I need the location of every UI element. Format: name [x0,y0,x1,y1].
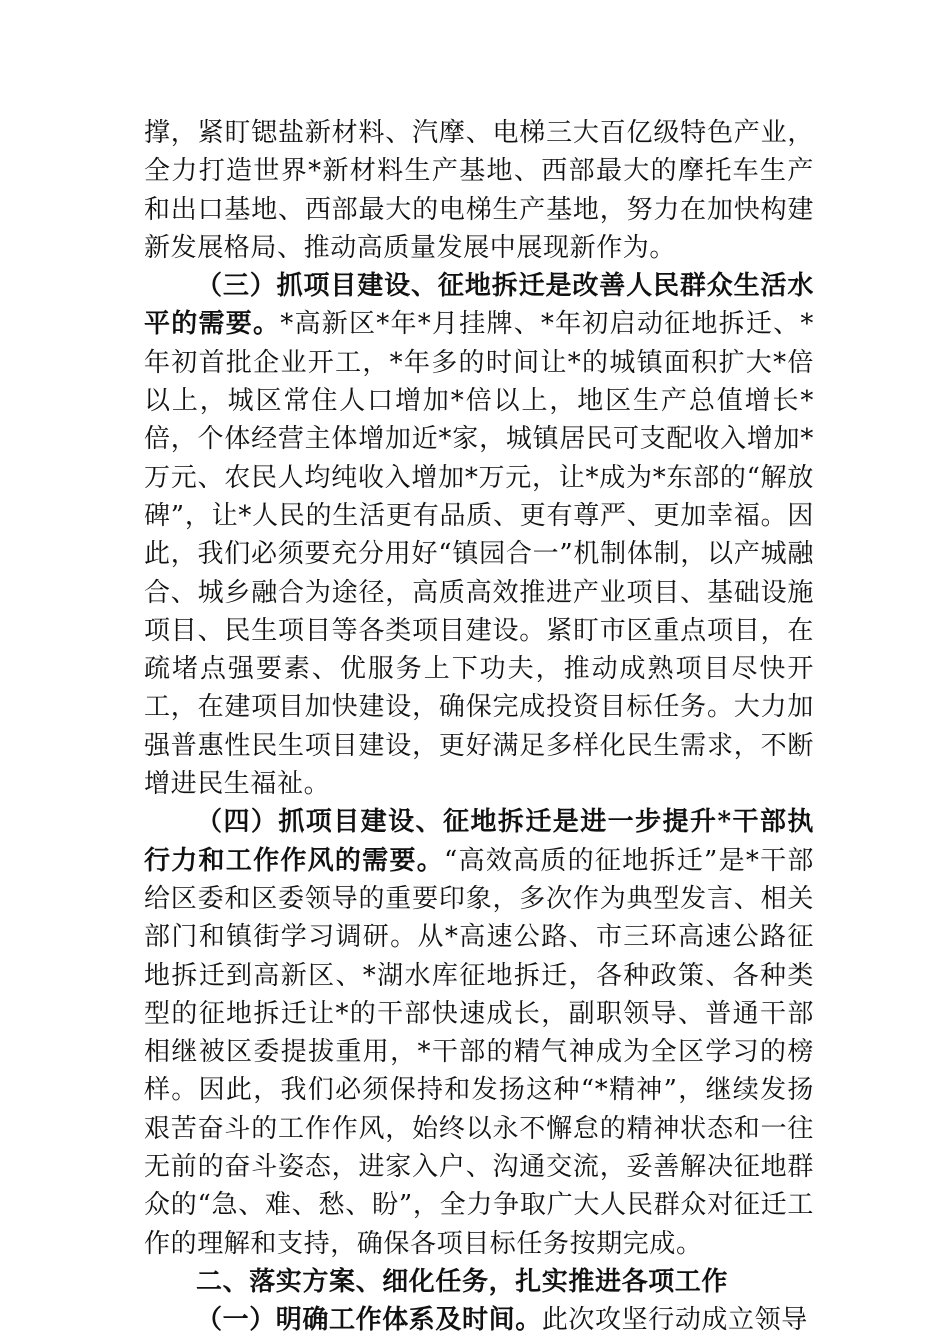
document-body [144,114,814,1340]
paragraph-text: *高新区*年*月挂牌、*年初启动征地拆迁、*年初首批企业开工，*年多的时间让*的城镇面积扩大*倍以上，城区常住人口增加*倍以上，地区生产总值增长*倍，个体经营主体增加近*家，城镇居民可支配收入增加*万元、农民人均纯收入增加*万元，让*成为*东部的“解放碑”，让*人民的生活更有品质、更有尊严、更加幸福。因此，我们必须要充分用好“镇园合一”机制体制，以产城融合、城乡融合为途径，高质高效推进产业项目、基础设施项目、民生项目等各类项目建设。紧盯市区重点项目，在疏堵点强要素、优服务上下功夫，推动成熟项目尽快开工，在建项目加快建设，确保完成投资目标任务。大力加强普惠性民生项目建设，更好满足多样化民生需求，不断增进民生福祉。 [144,309,814,800]
paragraph-continuation [144,114,814,267]
paragraph-lead: （四）抓项目建设、征地拆迁是进一步提升*干部执行力和工作作风的需要。 [144,807,814,876]
paragraph-lead: （三）抓项目建设、征地拆迁是改善人民群众生活水平的需要。 [144,271,814,340]
paragraph-four [144,803,814,1263]
paragraph-section-one [144,1301,814,1339]
paragraph-three [144,267,814,803]
paragraph-text: “高效高质的征地拆迁”是*干部给区委和区委领导的重要印象，多次作为典型发言、相关部门和镇街学习调研。从*高速公路、市三环高速公路征地拆迁到高新区、*湖水库征地拆迁，各种政策、各种类型的征地拆迁让*的干部快速成长，副职领导、普通干部相继被区委提拔重用，*干部的精气神成为全区学习的榜样。因此，我们必须保持和发扬这种“*精神”，继续发扬艰苦奋斗的工作作风，始终以永不懈怠的精神状态和一往无前的奋斗姿态，进家入户、沟通交流，妥善解决征地群众的“急、难、愁、盼”，全力争取广大人民群众对征迁工作的理解和支持，确保各项目标任务按期完成。 [144,845,814,1259]
paragraph-lead: （一）明确工作体系及时间。 [196,1305,542,1336]
paragraph-text: 此次攻坚行动成立领导 [541,1305,808,1336]
section-heading: 二、落实方案、细化任务，扎实推进各项工作 [196,1266,729,1297]
paragraph-text: 撑，紧盯锶盐新材料、汽摩、电梯三大百亿级特色产业，全力打造世界*新材料生产基地、西部最大的摩托车生产和出口基地、西部最大的电梯生产基地，努力在加快构建新发展格局、推动高质量发展中展现新作为。 [144,118,814,263]
